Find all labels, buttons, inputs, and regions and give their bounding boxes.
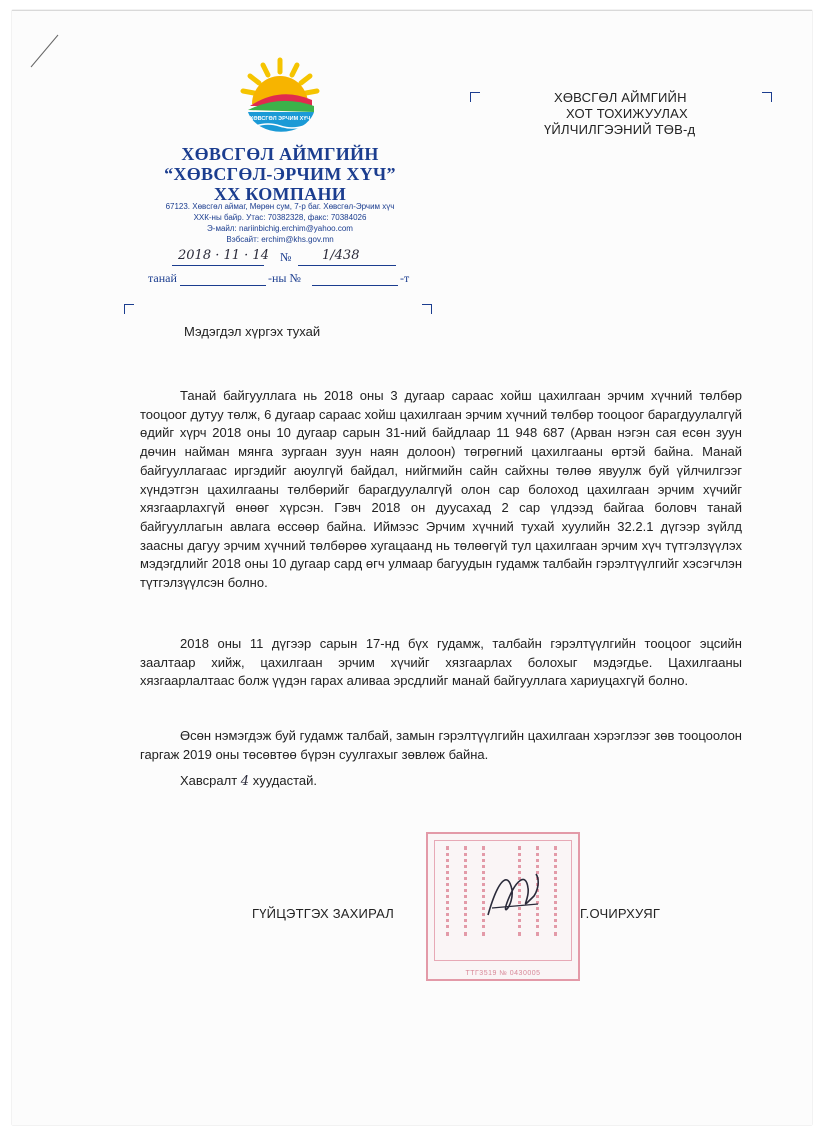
attachment-note bbox=[180, 773, 317, 789]
body-paragraph-2 bbox=[140, 635, 742, 691]
recipient-corner-left bbox=[470, 92, 480, 102]
corner-mark-right bbox=[422, 304, 432, 314]
corner-mark-left bbox=[124, 304, 134, 314]
signer-position: ГҮЙЦЭТГЭХ ЗАХИРАЛ bbox=[252, 906, 394, 921]
org-email: Э-майл: nariinbichig.erchim@yahoo.com bbox=[207, 224, 353, 233]
org-name-line3: ХХ КОМПАНИ bbox=[213, 184, 347, 204]
signature-icon bbox=[478, 860, 548, 930]
org-website: Вэбсайт: erchim@khs.gov.mn bbox=[226, 235, 334, 244]
number-label: № bbox=[280, 250, 292, 264]
org-name-line1: ХӨВСГӨЛ АЙМГИЙН bbox=[181, 144, 379, 164]
letter-number: 1/438 bbox=[322, 248, 360, 263]
org-phone: ХХК-ны байр. Утас: 70382328, факс: 70384026 bbox=[193, 213, 367, 222]
recipient-line1: ХӨВСГӨЛ АЙМГИЙН bbox=[554, 90, 687, 105]
yours-underline bbox=[180, 285, 266, 286]
stamp-number: ТТГ3519 № 0430005 bbox=[465, 970, 541, 977]
stamp-script-column bbox=[554, 846, 567, 936]
yours-label: танай bbox=[148, 271, 177, 285]
body-paragraph-3-text: Өсөн нэмэгдэж буй гудамж талбай, замын гэрэлтүүлгийн цахилгаан хэрэглээг зөв тооцоолон гаргаж 2019 оны төсөвтөө бүрэн суулгахыг зөвлөж байна. bbox=[140, 728, 742, 762]
stamp-script-column bbox=[446, 846, 459, 936]
body-paragraph-1-text: Танай байгууллага нь 2018 оны 3 дугаар сараас хойш цахилгаан эрчим хүчний төлбөр тооцоог дутуу төлж, 6 дугаар сараас хойш цахилгаан эрчим хүчний төлбөр тооцоог барагдуулалгүй өдийг хүрч 2018 оны 10 дугаар сарын 31-ний байдлаар 11 948 687 (Арван нэгэн сая есөн зуун дөчин найман мянга зургаан зуун наян долоон) төгрөгний цахилгааны өртэй байна. Манай байгууллагаас иргэдийг аюулгүй байдал, нийгмийн сайн сайхны төлөө явуулж буй үйлчилгээг хүндэтгэн цахилгааны төлбөрийг барагдуулалгүй олон сар болоход цахилгаан эрчим хүчийг хязгаарлахгүй өнөөг хүрсэн. Гэвч 2018 он дуусахад 2 сар үлдээд байгаа боловч танай байгууллагын авлага өссөөр байна. Иймээс Эрчим хүчний тухай хуулийн 32.2.1 дүгээр зүйлд заасны дагуу эрчим хүчний төлбөрөө хугацаанд нь төлөөгүй тул цахилгаан эрчим хүч түтгэлзүүлэх мэдэгдлийг 2018 оны 10 дугаар сард өгч улмаар багуудын гудамж талбайн гэрэлтүүлгийг хэсэгчлэн түтгэлзүүлсэн болно. bbox=[140, 388, 742, 591]
stamp-script-column bbox=[464, 846, 477, 936]
page-edge-line bbox=[12, 10, 812, 11]
company-logo-icon bbox=[238, 56, 322, 140]
letter-date: 2018 · 11 · 14 bbox=[178, 248, 269, 263]
ny-underline bbox=[312, 285, 398, 286]
attachment-prefix: Хавсралт bbox=[180, 773, 238, 788]
number-underline bbox=[298, 265, 396, 266]
recipient-corner-right bbox=[762, 92, 772, 102]
body-paragraph-1 bbox=[140, 387, 742, 593]
attachment-suffix: хуудастай. bbox=[252, 773, 317, 788]
attachment-count: 4 bbox=[240, 774, 250, 789]
logo-text: ХӨВСГӨЛ ЭРЧИМ ХҮЧ bbox=[249, 116, 311, 122]
t-label: -т bbox=[400, 271, 410, 285]
letter-subject: Мэдэгдэл хүргэх тухай bbox=[184, 324, 321, 339]
recipient-line2: ХОТ ТОХИЖУУЛАХ bbox=[566, 106, 688, 121]
date-underline bbox=[172, 265, 264, 266]
body-paragraph-3 bbox=[140, 727, 742, 764]
signer-name: Г.ОЧИРХУЯГ bbox=[580, 906, 661, 921]
recipient-line3: ҮЙЛЧИЛГЭЭНИЙ ТӨВ-д bbox=[544, 122, 696, 137]
pen-mark bbox=[28, 32, 62, 70]
org-name-line2: “ХӨВСГӨЛ-ЭРЧИМ ХҮЧ” bbox=[164, 164, 396, 184]
org-address: 67123. Хөвсгөл аймаг, Мөрөн сум, 7-р баг. Хөвсгөл-Эрчим хүч bbox=[165, 202, 395, 211]
ny-label: -ны № bbox=[268, 271, 301, 285]
body-paragraph-2-text: 2018 оны 11 дүгээр сарын 17-нд бүх гудамж, талбайн гэрэлтүүлгийн тооцоог эцсийн заалтаар хийж, цахилгаан эрчим хүчийг хязгаарлах болохыг мэдэгдье. Цахилгааны хязгаарлалтаас болж үүдэн гарах аливаа эрсдлийг манай байгууллага хариуцахгүй болно. bbox=[140, 636, 742, 689]
